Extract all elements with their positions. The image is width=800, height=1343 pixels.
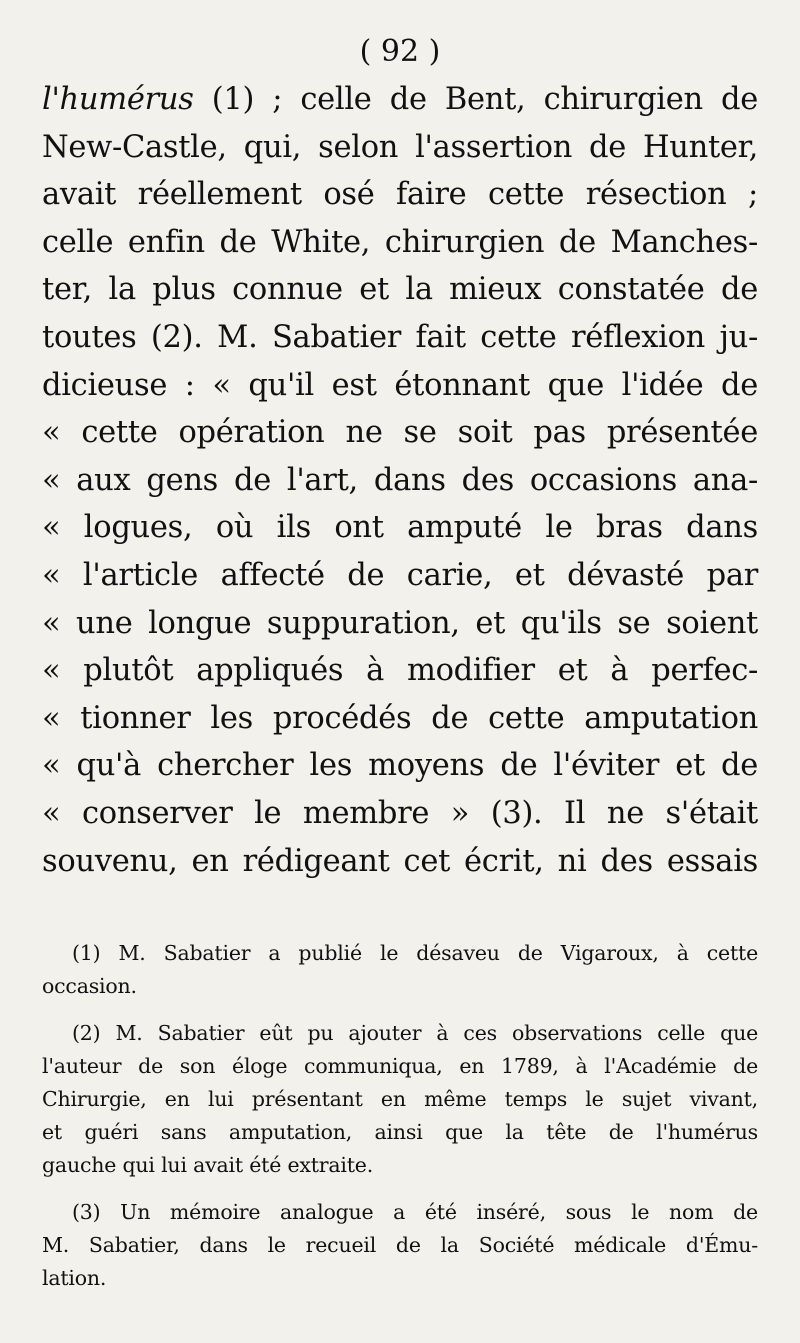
body-text: [42, 76, 758, 885]
footnote-line: (2) M. Sabatier eût pu ajouter à ces observations celle que: [72, 1021, 758, 1046]
body-line: celle enfin de White, chirurgien de Manches-: [42, 224, 758, 260]
body-line: toutes (2). M. Sabatier fait cette réflexion ju-: [42, 319, 758, 355]
footnote-line: M. Sabatier, dans le recueil de la Société médicale d'Ému-: [42, 1233, 758, 1258]
footnote-line: l'auteur de son éloge communiqua, en 1789, à l'Académie de: [42, 1054, 758, 1079]
page-number: ( 92 ): [359, 34, 441, 69]
footnote-3: [42, 1196, 758, 1295]
body-line-rest: (1) ; celle de Bent, chirurgien de: [193, 82, 758, 117]
body-line: « logues, où ils ont amputé le bras dans: [42, 510, 758, 546]
body-line: « une longue suppuration, et qu'ils se soient: [42, 605, 758, 641]
footnote-separator: [42, 885, 758, 923]
body-line: « cette opération ne se soit pas présentée: [42, 415, 758, 451]
body-line: [42, 76, 758, 124]
body-line: avait réellement osé faire cette résection ;: [42, 177, 758, 213]
footnote-1: [42, 937, 758, 1003]
body-line: « plutôt appliqués à modifier et à perfec-: [42, 653, 758, 689]
body-line: « qu'à chercher les moyens de l'éviter et de: [42, 748, 758, 784]
footnote-line: (3) Un mémoire analogue a été inséré, sous le nom de: [72, 1200, 758, 1225]
body-line: ter, la plus connue et la mieux constatée de: [42, 272, 758, 308]
body-line: souvenu, en rédigeant cet écrit, ni des essais: [42, 843, 758, 879]
body-line: « aux gens de l'art, dans des occasions ana-: [42, 462, 758, 498]
footnote-line: occasion.: [42, 974, 137, 999]
body-line: New-Castle, qui, selon l'assertion de Hunter,: [42, 129, 758, 165]
body-line: « l'article affecté de carie, et dévasté par: [42, 557, 758, 593]
footnote-line: (1) M. Sabatier a publié le désaveu de Vigaroux, à cette: [72, 941, 758, 966]
body-line: « conserver le membre » (3). Il ne s'était: [42, 795, 758, 831]
footnote-line: Chirurgie, en lui présentant en même temps le sujet vivant,: [42, 1087, 758, 1112]
footnote-line: et guéri sans amputation, ainsi que la tête de l'humérus: [42, 1120, 758, 1145]
footnote-line: gauche qui lui avait été extraite.: [42, 1153, 374, 1178]
footnote-line: lation.: [42, 1266, 107, 1291]
italic-word: l'humérus: [42, 82, 194, 117]
footnote-2: [42, 1017, 758, 1182]
body-line: dicieuse : « qu'il est étonnant que l'idée de: [42, 367, 758, 403]
body-line: « tionner les procédés de cette amputation: [42, 700, 758, 736]
